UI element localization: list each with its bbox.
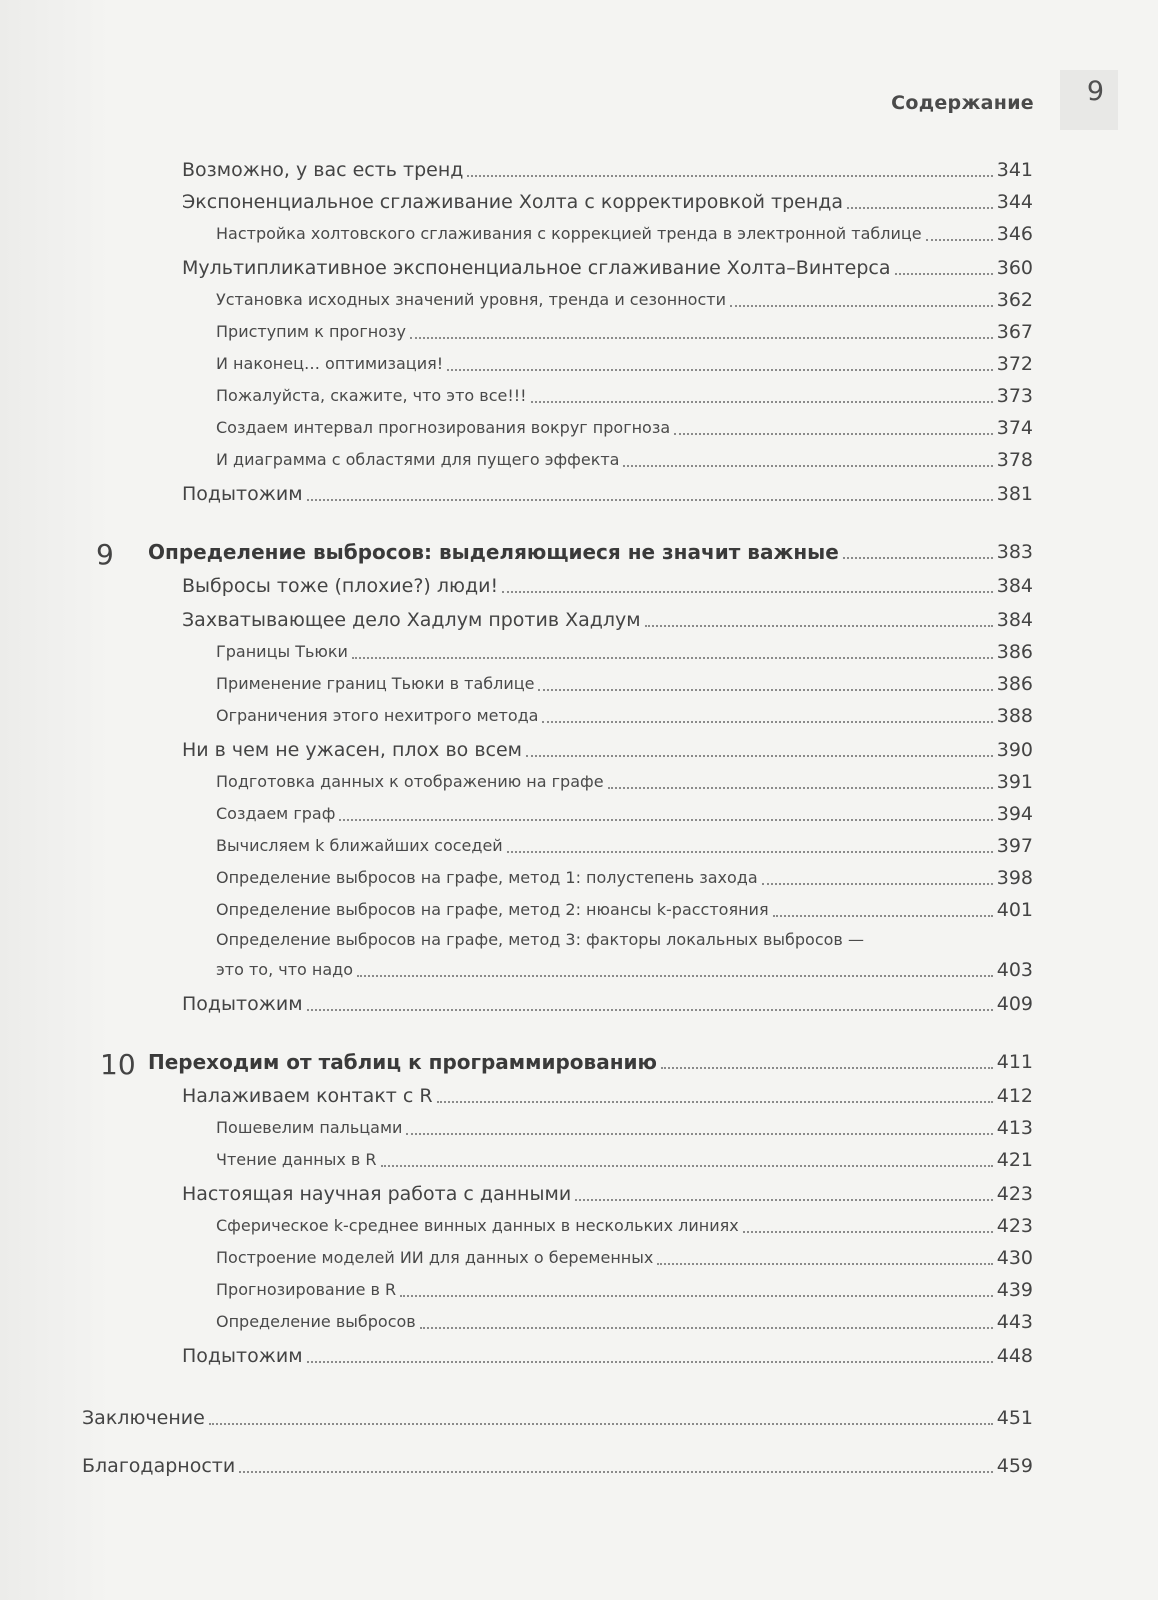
toc-entry-title: Границы Тьюки (216, 642, 348, 661)
page-number: 9 (1086, 76, 1104, 107)
chapter-number: 10 (100, 1048, 136, 1081)
toc-entry-page: 430 (996, 1247, 1033, 1269)
toc-entry-title: Подытожим (182, 483, 303, 505)
toc-entry-page: 412 (996, 1085, 1033, 1107)
toc-entry-title: Заключение (82, 1407, 205, 1429)
toc-entry-title: Пожалуйста, скажите, что это все!!! (216, 386, 527, 405)
chapter-number: 9 (96, 538, 114, 571)
toc-subentry[interactable] (216, 284, 1033, 312)
dot-leader (608, 787, 993, 789)
toc-entry-page: 398 (996, 867, 1033, 889)
toc-entry-title: И наконец… оптимизация! (216, 354, 444, 373)
toc-entry-page: 421 (996, 1149, 1033, 1171)
toc-entry[interactable] (182, 988, 1033, 1016)
toc-subentry[interactable] (216, 1210, 1033, 1238)
dot-leader (507, 851, 993, 853)
toc-section[interactable] (82, 1402, 1033, 1430)
toc-entry-title: Определение выбросов на графе, метод 1: полустепень захода (216, 868, 758, 887)
toc-subentry-title-line1[interactable]: Определение выбросов на графе, метод 3: факторы локальных выбросов — (216, 930, 864, 949)
toc-entry-page: 390 (996, 739, 1033, 761)
toc-section[interactable] (82, 1450, 1033, 1478)
toc-entry-page: 341 (996, 159, 1033, 181)
toc-entry-page: 360 (996, 257, 1033, 279)
toc-entry-title: Прогнозирование в R (216, 1280, 397, 1299)
toc-subentry[interactable] (216, 700, 1033, 728)
dot-leader (467, 175, 992, 177)
dot-leader (531, 401, 993, 403)
toc-entry-page: 443 (996, 1311, 1033, 1333)
toc-entry-title: Ограничения этого нехитрого метода (216, 706, 539, 725)
toc-subentry[interactable] (216, 1274, 1033, 1302)
dot-leader (352, 657, 993, 659)
toc-subentry[interactable] (216, 348, 1033, 376)
toc-entry-page: 451 (996, 1407, 1033, 1429)
toc-entry-page: 423 (996, 1183, 1033, 1205)
toc-entry[interactable] (182, 734, 1033, 762)
toc-subentry[interactable] (216, 1242, 1033, 1270)
toc-entry-title: Чтение данных в R (216, 1150, 377, 1169)
toc-subentry[interactable] (216, 766, 1033, 794)
toc-entry-page: 401 (996, 899, 1033, 921)
toc-entry-title: Определение выбросов на графе, метод 2: нюансы k-расстояния (216, 900, 769, 919)
dot-leader (307, 1009, 993, 1011)
toc-entry-page: 367 (996, 321, 1033, 343)
dot-leader (895, 273, 993, 275)
toc-entry-page: 386 (996, 641, 1033, 663)
toc-subentry[interactable] (216, 954, 1033, 982)
toc-entry-title: Возможно, у вас есть тренд (182, 159, 464, 181)
toc-entry-page: 423 (996, 1215, 1033, 1237)
toc-entry-title: Подготовка данных к отображению на графе (216, 772, 604, 791)
toc-entry[interactable] (182, 154, 1033, 182)
toc-entry-title: Пошевелим пальцами (216, 1118, 403, 1137)
dot-leader (307, 1361, 993, 1363)
dot-leader (357, 975, 993, 977)
toc-entry-page: 394 (996, 803, 1033, 825)
toc-chapter-title: Переходим от таблиц к программированию (148, 1050, 657, 1074)
toc-entry-page: 413 (996, 1117, 1033, 1139)
toc-entry-title: Настройка холтовского сглаживания с коррекцией тренда в электронной таблице (216, 224, 922, 243)
toc-entry[interactable] (182, 252, 1033, 280)
toc-entry-title: Определение выбросов (216, 1312, 416, 1331)
toc-entry-page: 397 (996, 835, 1033, 857)
toc-entry-page: 373 (996, 385, 1033, 407)
toc-entry[interactable] (182, 186, 1033, 214)
toc-entry[interactable] (182, 1340, 1033, 1368)
dot-leader (657, 1263, 992, 1265)
dot-leader (926, 239, 993, 241)
dot-leader (773, 915, 993, 917)
toc-entry-title: Ни в чем не ужасен, плох во всем (182, 739, 522, 761)
toc-subentry[interactable] (216, 1144, 1033, 1172)
toc-subentry[interactable] (216, 798, 1033, 826)
toc-entry[interactable] (182, 1080, 1033, 1108)
toc-entry-title: Установка исходных значений уровня, тренда и сезонности (216, 290, 726, 309)
toc-entry-page: 448 (996, 1345, 1033, 1367)
dot-leader (645, 625, 993, 627)
toc-subentry[interactable] (216, 380, 1033, 408)
toc-entry-title: Благодарности (82, 1455, 236, 1477)
toc-entry-page: 344 (996, 191, 1033, 213)
toc-entry-title: Захватывающее дело Хадлум против Хадлум (182, 609, 641, 631)
toc-subentry[interactable] (216, 444, 1033, 472)
toc-entry-page: 374 (996, 417, 1033, 439)
toc-chapter[interactable] (148, 536, 1033, 564)
dot-leader (674, 433, 993, 435)
dot-leader (575, 1199, 993, 1201)
toc-entry[interactable] (182, 478, 1033, 506)
toc-entry-page: 391 (996, 771, 1033, 793)
toc-subentry[interactable] (216, 1306, 1033, 1334)
dot-leader (406, 1133, 992, 1135)
toc-entry-page: 411 (996, 1051, 1033, 1073)
toc-entry-page: 439 (996, 1279, 1033, 1301)
toc-entry-page: 459 (996, 1455, 1033, 1477)
toc-entry[interactable] (182, 1178, 1033, 1206)
toc-entry[interactable] (182, 570, 1033, 598)
toc-entry-title: Подытожим (182, 1345, 303, 1367)
toc-subentry[interactable] (216, 1112, 1033, 1140)
toc-subentry[interactable] (216, 830, 1033, 858)
toc-subentry[interactable] (216, 894, 1033, 922)
toc-chapter[interactable] (148, 1046, 1033, 1074)
dot-leader (847, 207, 993, 209)
toc-entry-title: Создаем интервал прогнозирования вокруг прогноза (216, 418, 671, 437)
toc-entry-page: 384 (996, 609, 1033, 631)
toc-entry-title: Экспоненциальное сглаживание Холта с корректировкой тренда (182, 191, 844, 213)
toc-entry-page: 384 (996, 575, 1033, 597)
dot-leader (762, 883, 993, 885)
toc-entry-page: 386 (996, 673, 1033, 695)
dot-leader (339, 819, 992, 821)
toc-entry-title: Мультипликативное экспоненциальное сглаживание Холта–Винтерса (182, 257, 891, 279)
header-title: Содержание (891, 92, 1034, 114)
toc-entry-page: 403 (996, 959, 1033, 981)
toc-subentry[interactable] (216, 862, 1033, 890)
toc-entry-title: И диаграмма с областями для пущего эффекта (216, 450, 620, 469)
dot-leader (538, 689, 992, 691)
toc-subentry[interactable] (216, 218, 1033, 246)
toc-entry-title: Выбросы тоже (плохие?) люди! (182, 575, 499, 597)
toc-entry-page: 388 (996, 705, 1033, 727)
toc-subentry[interactable] (216, 316, 1033, 344)
toc-entry-title: Приступим к прогнозу (216, 322, 406, 341)
toc-entry-page: 372 (996, 353, 1033, 375)
toc-subentry[interactable] (216, 412, 1033, 440)
toc-entry-title: Построение моделей ИИ для данных о беременных (216, 1248, 654, 1267)
dot-leader (420, 1327, 993, 1329)
toc-entry-page: 378 (996, 449, 1033, 471)
toc-entry-page: 381 (996, 483, 1033, 505)
dot-leader (209, 1423, 993, 1425)
toc-entry-title: Вычисляем k ближайших соседей (216, 836, 503, 855)
toc-entry-page: 346 (996, 223, 1033, 245)
toc-entry[interactable] (182, 604, 1033, 632)
dot-leader (437, 1101, 993, 1103)
toc-entry-title: Подытожим (182, 993, 303, 1015)
dot-leader (843, 557, 993, 559)
toc-entry-title: Создаем граф (216, 804, 336, 823)
dot-leader (526, 755, 993, 757)
dot-leader (542, 721, 992, 723)
dot-leader (743, 1231, 993, 1233)
toc-entry-page: 383 (996, 541, 1033, 563)
dot-leader (661, 1067, 993, 1069)
toc-entry-title: Налаживаем контакт с R (182, 1085, 433, 1107)
dot-leader (307, 499, 993, 501)
toc-entry-title: Применение границ Тьюки в таблице (216, 674, 535, 693)
toc-entry-title: Настоящая научная работа с данными (182, 1183, 572, 1205)
dot-leader (381, 1165, 993, 1167)
toc-entry-page: 362 (996, 289, 1033, 311)
toc-subentry[interactable] (216, 636, 1033, 664)
toc-entry-page: 409 (996, 993, 1033, 1015)
dot-leader (502, 591, 993, 593)
toc-entry-title: это то, что надо (216, 960, 354, 979)
toc-subentry[interactable] (216, 668, 1033, 696)
dot-leader (410, 337, 993, 339)
dot-leader (400, 1295, 993, 1297)
toc-entry-title: Сферическое k-среднее винных данных в нескольких линиях (216, 1216, 739, 1235)
dot-leader (447, 369, 993, 371)
dot-leader (730, 305, 993, 307)
dot-leader (623, 465, 992, 467)
toc-chapter-title: Определение выбросов: выделяющиеся не значит важные (148, 540, 839, 564)
dot-leader (239, 1471, 993, 1473)
